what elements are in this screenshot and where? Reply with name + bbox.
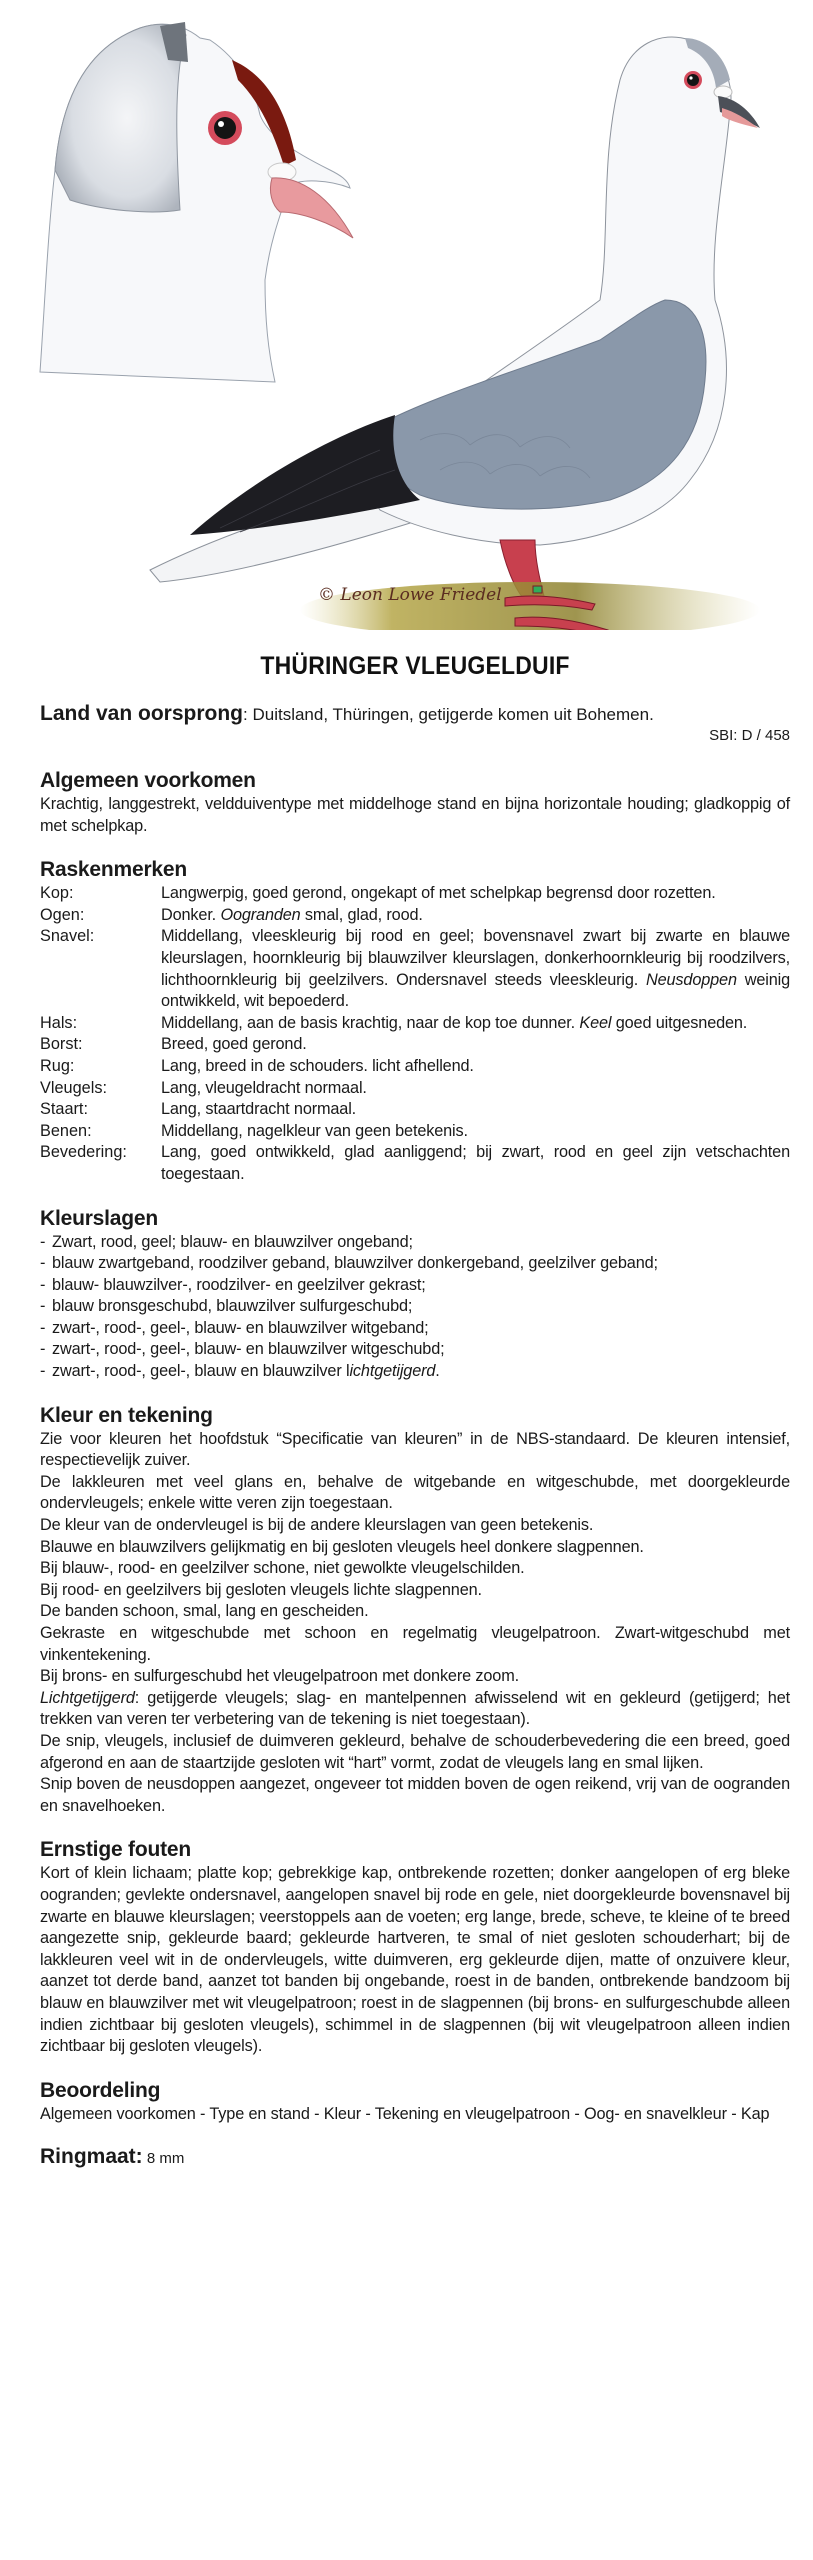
variety-item	[40, 1232, 790, 1254]
text-run: Bij blauw-, rood- en geelzilver schone, niet gewolkte vleugelschilden.	[40, 1559, 525, 1578]
text-run: Zwart, rood, geel; blauw- en blauwzilver ongeband;	[52, 1232, 413, 1251]
variety-text	[52, 1339, 790, 1361]
dash-bullet-icon: -	[40, 1232, 46, 1251]
ring-value: 8 mm	[142, 2150, 185, 2168]
text-run: weinig ontwikkeld, wit bepoederd.	[161, 970, 790, 1011]
feature-value	[161, 1056, 790, 1078]
feature-key: Vleugels:	[40, 1078, 107, 1097]
text-run: smal, glad, rood.	[300, 905, 423, 924]
variety-item	[40, 1361, 790, 1383]
breed-illustration	[0, 0, 813, 630]
section-heading: Beoordeling	[40, 2078, 161, 2102]
variety-text	[52, 1253, 790, 1275]
section-heading: Algemeen voorkomen	[40, 769, 256, 792]
text-run: blauw bronsgeschubd, blauwzilver sulfurgeschubd;	[52, 1297, 413, 1316]
variety-text	[52, 1275, 790, 1297]
pigeon-illustration-svg	[0, 0, 813, 630]
dash-bullet-icon: -	[40, 1362, 46, 1381]
variety-item	[40, 1253, 790, 1275]
text-run: De banden schoon, smal, lang en gescheiden.	[40, 1602, 369, 1621]
text-run: : getijgerde vleugels; slag- en mantelpennen afwisselend wit en gekleurd (getijgerd; het trekken van veren ter verbetering van de tekening is niet toegestaan).	[40, 1688, 790, 1729]
feature-key: Hals:	[40, 1013, 78, 1032]
text-run: De kleur van de ondervleugel is bij de andere kleurslagen van geen betekenis.	[40, 1516, 594, 1535]
color-paragraph	[40, 1537, 790, 1559]
variety-item	[40, 1275, 790, 1297]
feature-row	[40, 1034, 790, 1056]
text-run: Gekraste en witgeschubde met schoon en regelmatig vleugelpatroon. Zwart-witgeschubd met vinkentekening.	[40, 1624, 790, 1664]
color-paragraph	[40, 1688, 790, 1731]
dash-bullet-icon: -	[40, 1297, 46, 1316]
breed-standard-document	[40, 652, 790, 2169]
faults-text: Kort of klein lichaam; platte kop; gebrekkige kap, ontbrekende rozetten; donker aangelopen of erg bleke oogranden; gevlekte ondersnavel, aangelopen snavel bij rode en gele, niet doorgekleurde bovensnavel bij zwarte en blauwe kleurslagen; veerstoppels aan de voeten; erg lange, brede, scheve, te kleine of te breed aangezette snip, gekleurde baard; gekleurde hartveren, te smal of niet gesloten schouderhart; bij de lakkleuren veel wit in de ondervleugels, witte duimveren, erg gekleurde dijen, matte of onzuivere kleur, aanzet tot derde band, aanzet tot banden bij ongebande, roest in de banden, ontbrekende bandzoom bij blauw en blauwzilver met wit vleugelpatroon; roest in de slagpennen (bij brons- en sulfurgeschubde alleen indien zichtbaar bij gesloten vleugels), schimmel in de slagpennen (bij wit vleugelpatroon alleen indien zichtbaar bij gesloten vleugels).	[40, 1864, 790, 2056]
feature-key: Rug:	[40, 1056, 75, 1075]
feature-row	[40, 1078, 790, 1100]
feature-value	[161, 1142, 790, 1185]
section-heading: Raskenmerken	[40, 858, 188, 882]
variety-item	[40, 1296, 790, 1318]
section-features	[40, 857, 790, 1185]
section-varieties	[40, 1206, 790, 1383]
text-run: Middellang, vleeskleurig bij rood en geel; bovensnavel zwart bij zwarte en blauwe kleurslagen, hoornkleurig bij blauwzilver kleurslagen, donkerhoornkleurig bij roodzilvers, lichthoornkleurig bij geelzilvers. Ondersnavel steeds vleeskleurig.	[161, 927, 790, 989]
judging-text: Algemeen voorkomen - Type en stand - Kleur - Tekening en vleugelpatroon - Oog- en snavelkleur - Kap	[40, 2104, 770, 2123]
text-run: blauw- blauwzilver-, roodzilver- en geelzilver gekrast;	[52, 1275, 426, 1294]
feature-value	[161, 1034, 790, 1056]
color-paragraph	[40, 1472, 790, 1515]
feature-row	[40, 1121, 790, 1143]
emphasized-term: Oogranden	[220, 905, 301, 924]
ring-label: Ringmaat:	[40, 2145, 143, 2169]
text-run: Zie voor kleuren het hoofdstuk “Specificatie van kleuren” in de NBS-standaard. De kleuren intensief, respectievelijk zuiver.	[40, 1429, 790, 1470]
text-run: Breed, goed gerond.	[161, 1035, 307, 1054]
color-paragraph	[40, 1558, 790, 1580]
text-run: zwart-, rood-, geel-, blauw- en blauwzilver witgeband;	[52, 1318, 429, 1337]
general-text: Krachtig, langgestrekt, veldduiventype met middelhoge stand en bijna horizontale houding; gladkoppig of met schelpkap.	[40, 795, 790, 835]
text-run: zwart-, rood-, geel-, blauw- en blauwzilver witgeschubd;	[52, 1340, 445, 1359]
feature-row	[40, 1099, 790, 1121]
section-color-marking	[40, 1403, 790, 1818]
section-heading: Kleur en tekening	[40, 1403, 213, 1427]
sbi-code: SBI: D / 458	[709, 727, 790, 744]
feature-row	[40, 905, 790, 927]
feature-value	[161, 883, 790, 905]
variety-text	[52, 1361, 790, 1383]
head-detail	[40, 22, 353, 382]
variety-item	[40, 1318, 790, 1340]
origin-value: Duitsland, Thüringen, getijgerde komen uit Bohemen.	[247, 705, 654, 724]
section-heading: Kleurslagen	[40, 1206, 159, 1230]
dash-bullet-icon: -	[40, 1318, 46, 1337]
color-paragraph	[40, 1774, 790, 1817]
text-run: Middellang, aan de basis krachtig, naar de kop toe dunner.	[161, 1013, 580, 1032]
feature-key: Borst:	[40, 1035, 83, 1054]
feature-value	[161, 905, 790, 927]
origin-line	[40, 703, 790, 726]
feature-key: Bevedering:	[40, 1143, 127, 1162]
feature-key: Staart:	[40, 1100, 88, 1119]
text-run: Lang, vleugeldracht normaal.	[161, 1078, 367, 1097]
varieties-list	[40, 1232, 790, 1383]
feature-row	[40, 883, 790, 905]
feature-value	[161, 1099, 790, 1121]
color-paragraph	[40, 1429, 790, 1472]
feature-row	[40, 1013, 790, 1035]
text-run: Lang, staartdracht normaal.	[161, 1100, 357, 1119]
variety-text	[52, 1232, 790, 1254]
feature-value	[161, 926, 790, 1012]
artist-signature: © Leon Lowe Friedel	[318, 585, 502, 605]
feature-value	[161, 1013, 790, 1035]
feature-key: Benen:	[40, 1121, 92, 1140]
feature-key: Ogen:	[40, 905, 85, 924]
color-paragraph	[40, 1580, 790, 1602]
feature-row	[40, 1142, 790, 1185]
text-run: De snip, vleugels, inclusief de duimveren gekleurd, behalve de schouderbevedering die een breed, goed afgerond en aan de staartzijde gesloten wit “hart” vormt, zodat de vleugels lang en smal lijken.	[40, 1731, 790, 1772]
text-run: Bij rood- en geelzilvers bij gesloten vleugels lichte slagpennen.	[40, 1580, 482, 1599]
text-run: Lang, breed in de schouders. licht afhellend.	[161, 1056, 474, 1075]
feature-key: Kop:	[40, 884, 74, 903]
features-list	[40, 883, 790, 1185]
ring-size	[40, 2145, 790, 2169]
variety-item	[40, 1339, 790, 1361]
text-run: Lang, goed ontwikkeld, glad aanliggend; bij zwart, rood en geel zijn vetschachten toegestaan.	[161, 1143, 790, 1183]
text-run: De lakkleuren met veel glans en, behalve de witgebande en witgeschubde, met doorgekleurde ondervleugels; enkele witte veren zijn toegestaan.	[40, 1472, 790, 1513]
leg-ring	[533, 586, 542, 593]
color-paragraph	[40, 1666, 790, 1688]
feature-value	[161, 1078, 790, 1100]
text-run: Middellang, nagelkleur van geen betekenis.	[161, 1121, 468, 1140]
feature-row	[40, 926, 790, 1012]
emphasized-term: Keel	[579, 1013, 612, 1032]
text-run: Donker.	[161, 905, 221, 924]
section-general	[40, 768, 790, 837]
text-run: .	[435, 1362, 440, 1381]
color-paragraph	[40, 1601, 790, 1623]
variety-text	[52, 1296, 790, 1318]
emphasized-term: Neusdoppen	[646, 970, 737, 989]
text-run: blauw zwartgeband, roodzilver geband, blauwzilver donkergeband, geelzilver geband;	[52, 1254, 658, 1273]
text-run: Langwerpig, goed gerond, ongekapt of met schelpkap begrensd door rozetten.	[161, 884, 716, 903]
feature-row	[40, 1056, 790, 1078]
origin-label: Land van oorsprong	[40, 702, 244, 725]
page-title: THÜRINGER VLEUGELDUIF	[260, 652, 570, 680]
section-faults	[40, 1837, 790, 2057]
section-heading: Ernstige fouten	[40, 1838, 192, 1862]
dash-bullet-icon: -	[40, 1275, 46, 1294]
color-paragraphs	[40, 1429, 790, 1818]
dash-bullet-icon: -	[40, 1340, 46, 1359]
feature-value	[161, 1121, 790, 1143]
emphasized-term: Lichtgetijgerd	[40, 1688, 135, 1707]
color-paragraph	[40, 1515, 790, 1537]
origin-separator: :	[243, 705, 248, 724]
text-run: Snip boven de neusdoppen aangezet, ongeveer tot midden boven de ogen reikend, vrij van de oogranden en snavelhoeken.	[40, 1775, 790, 1815]
section-judging	[40, 2078, 790, 2126]
text-run: goed uitgesneden.	[611, 1013, 748, 1032]
color-paragraph	[40, 1731, 790, 1774]
feature-key: Snavel:	[40, 927, 95, 946]
text-run: zwart-, rood-, geel-, blauw en blauwzilver l	[52, 1362, 350, 1381]
text-run: Blauwe en blauwzilvers gelijkmatig en bij gesloten vleugels heel donkere slagpennen.	[40, 1537, 644, 1556]
text-run: Bij brons- en sulfurgeschubd het vleugelpatroon met donkere zoom.	[40, 1667, 519, 1686]
dash-bullet-icon: -	[40, 1254, 46, 1273]
variety-text	[52, 1318, 790, 1340]
color-paragraph	[40, 1623, 790, 1666]
emphasized-term: ichtgetijgerd	[349, 1362, 436, 1381]
